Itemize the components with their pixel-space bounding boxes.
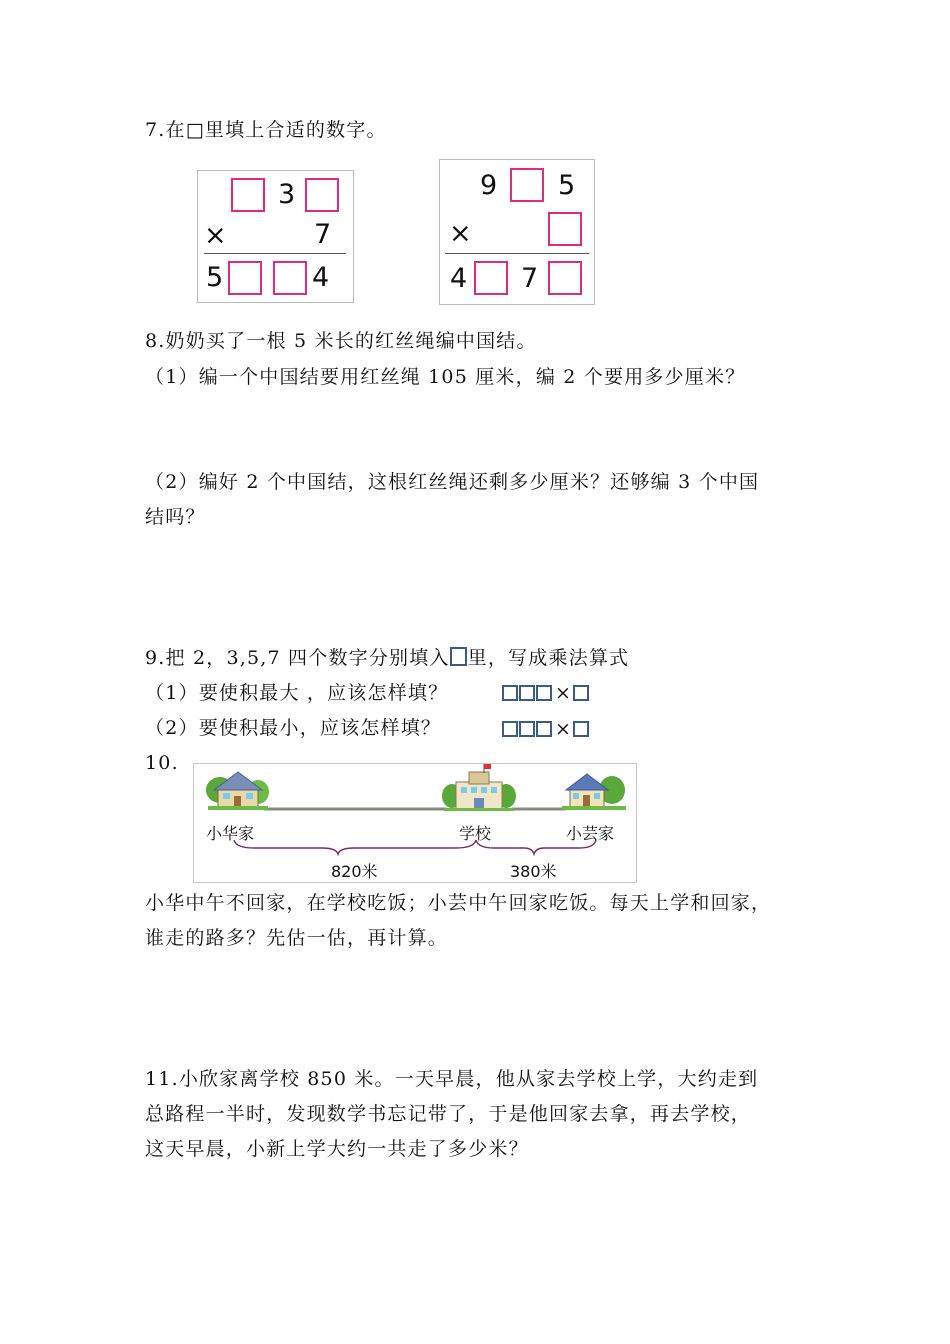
q11-line1: 11.小欣家离学校 850 米。一天早晨，他从家去学校上学，大约走到 [145, 1068, 759, 1090]
digit: 3 [278, 179, 296, 210]
answer-box[interactable] [536, 721, 552, 737]
q11-line2: 总路程一半时，发现数学书忘记带了，于是他回家去拿，再去学校， [145, 1103, 752, 1125]
q9-answer-max [502, 682, 590, 704]
q10-line1: 小华中午不回家，在学校吃饭；小芸中午回家吃饭。每天上学和回家， [145, 892, 772, 914]
q11-line3: 这天早晨，小新上学大约一共走了多少米？ [145, 1138, 529, 1160]
answer-box[interactable] [573, 685, 589, 701]
blank-square-icon [450, 647, 467, 666]
q8-sub2-line2: 结吗？ [145, 506, 206, 528]
q8-title: 8.奶奶买了一根 5 米长的红丝绳编中国结。 [145, 330, 537, 352]
divider-line [445, 253, 589, 254]
q8-sub1: （1）编一个中国结要用红丝绳 105 厘米，编 2 个要用多少厘米？ [145, 366, 746, 388]
q9-sub1: （1）要使积最大 ，应该怎样填？ [145, 682, 449, 704]
multiply-sign: × [204, 220, 227, 251]
house-icon [562, 774, 626, 810]
q10-line2: 谁走的路多？先估一估，再计算。 [145, 927, 449, 949]
q9-title-b: 里，写成乘法算式 [467, 647, 630, 669]
q7-puzzle-2 [439, 159, 595, 305]
digit: 5 [558, 170, 576, 201]
digit: 9 [480, 170, 498, 201]
answer-box[interactable] [502, 721, 518, 737]
digit: 4 [450, 263, 468, 294]
label-xiaohua-home: 小华家 [206, 824, 255, 843]
digit: 5 [206, 262, 224, 293]
q9-title-a: 9.把 2，3,5,7 四个数字分别填入 [145, 647, 450, 669]
blank-box[interactable] [273, 261, 307, 295]
digit: 4 [312, 262, 330, 293]
answer-box[interactable] [502, 685, 518, 701]
label-school: 学校 [459, 824, 492, 843]
answer-box[interactable] [536, 685, 552, 701]
multiply-sign: × [555, 718, 571, 740]
q9-answer-min [502, 718, 590, 740]
blank-box[interactable] [548, 261, 582, 295]
label-xiaoyun-home: 小芸家 [566, 824, 615, 843]
multiply-sign: × [449, 218, 472, 249]
blank-box[interactable] [231, 178, 265, 212]
q7-puzzle-1 [197, 170, 354, 303]
blank-box[interactable] [548, 212, 582, 246]
answer-box[interactable] [519, 685, 535, 701]
digit: 7 [521, 263, 539, 294]
blank-box[interactable] [510, 168, 544, 202]
digit: 7 [314, 219, 332, 250]
school-icon [442, 764, 516, 811]
answer-box[interactable] [573, 721, 589, 737]
q10-number: 10. [145, 752, 179, 774]
route-diagram [193, 763, 637, 883]
multiply-sign: × [555, 682, 571, 704]
divider-line [204, 253, 346, 254]
distance-label-1: 820米 [331, 862, 378, 881]
blank-box[interactable] [474, 261, 508, 295]
answer-box[interactable] [519, 721, 535, 737]
blank-box[interactable] [305, 178, 339, 212]
q8-sub2-line1: （2）编好 2 个中国结，这根红丝绳还剩多少厘米？还够编 3 个中国 [145, 471, 760, 493]
q7-title: 7.在□里填上合适的数字。 [145, 119, 387, 141]
house-icon [206, 772, 269, 810]
brace-distance-1 [234, 840, 476, 854]
q9-title [145, 646, 629, 670]
distance-label-2: 380米 [510, 862, 557, 881]
q9-sub2: （2）要使积最小，应该怎样填？ [145, 717, 442, 739]
blank-box[interactable] [228, 261, 262, 295]
